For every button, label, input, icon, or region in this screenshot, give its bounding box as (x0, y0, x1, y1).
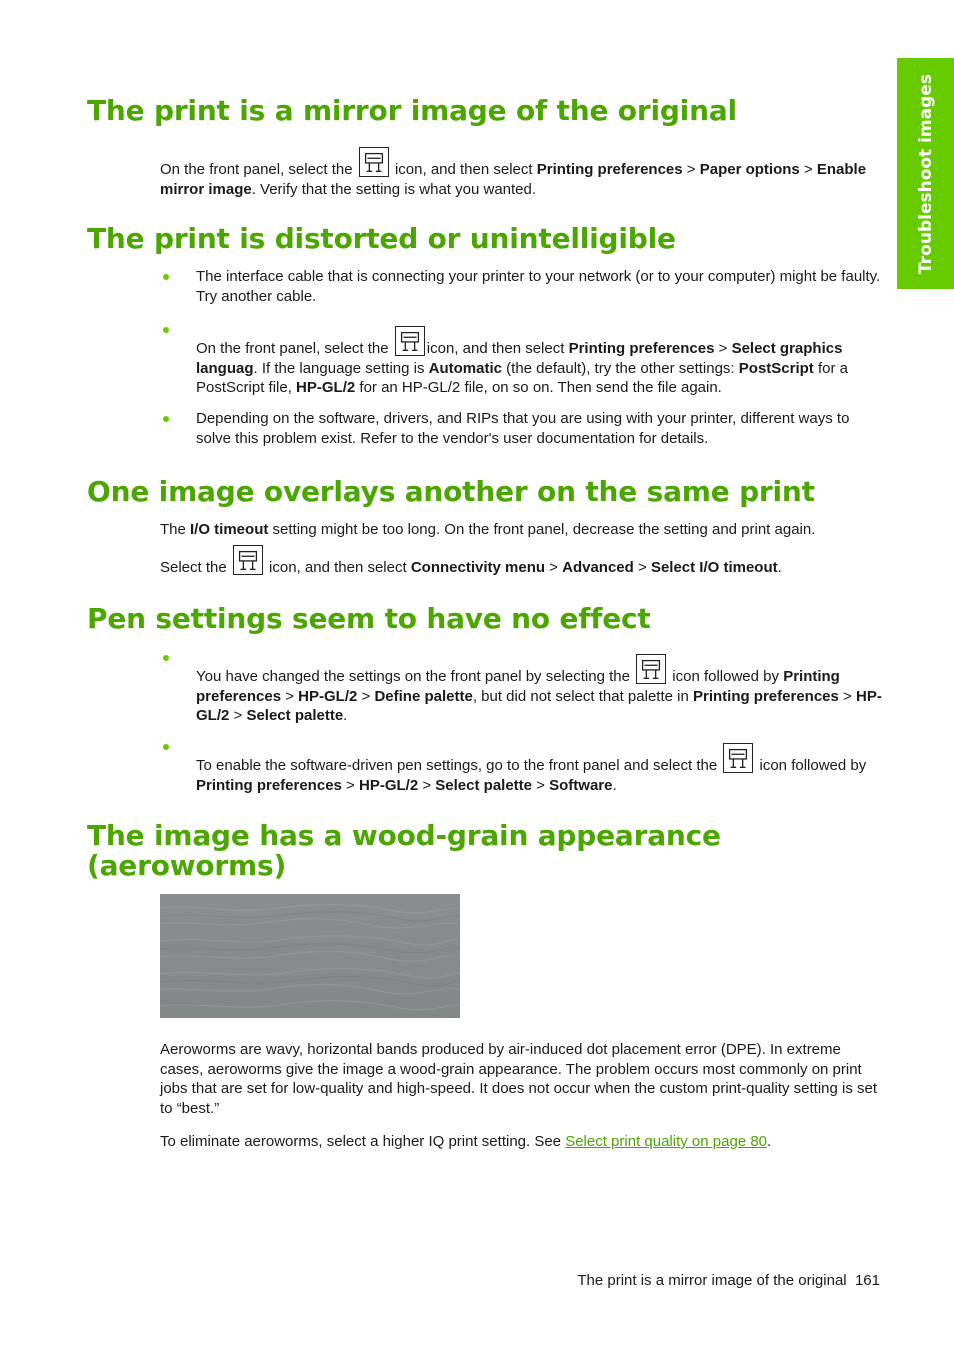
page-footer (577, 1272, 880, 1289)
side-tab (897, 58, 954, 289)
bullet-dot (163, 327, 169, 333)
paragraph-select-timeout: Select the icon, and then select Connectivity menu > Advanced > Select I/O timeout. (160, 545, 882, 578)
bullet-dot (163, 655, 169, 661)
printer-setup-icon (636, 654, 666, 684)
bullet-dot (163, 744, 169, 750)
heading-distorted: The print is distorted or unintelligible (87, 222, 676, 255)
bullet-item-define-palette: You have changed the settings on the front panel by selecting the icon followed by Printing preferences > HP-GL/2 > Define palette, but did not select that palette in Printing preferences > HP-GL/2 > Select palette. (196, 654, 882, 726)
printer-setup-icon (359, 147, 389, 177)
bullet-item-cable: The interface cable that is connecting your printer to your network (or to your computer) might be faulty. Try another cable. (196, 268, 881, 305)
heading-aeroworms: The image has a wood-grain appearance (aeroworms) (87, 819, 721, 882)
bullet-item-software-pens: To enable the software-driven pen settings, go to the front panel and select the icon followed by Printing preferences > HP-GL/2 > Select palette > Software. (196, 743, 882, 795)
paragraph-aeroworms-desc: Aeroworms are wavy, horizontal bands produced by air-induced dot placement error (DPE). In extreme cases, aeroworms give the image a wood-grain appearance. The problem occurs most commonly on print jobs that are set for low-quality and high-speed. It does not occur when the custom print-quality setting is set to “best.” (160, 1041, 878, 1117)
printer-setup-icon (723, 743, 753, 773)
page-number: 161 (854, 1272, 880, 1289)
printer-setup-icon (395, 326, 425, 356)
heading-mirror-image: The print is a mirror image of the original (87, 94, 737, 127)
bullet-item-language: On the front panel, select the icon, and then select Printing preferences > Select graphics languag. If the language setting is Automatic (the default), try the other settings: PostScript for a PostScript file, HP-GL/2 for an HP-GL/2 file, on so on. Then send the file again. (196, 326, 882, 398)
footer-title: The print is a mirror image of the original (577, 1272, 847, 1289)
link-select-print-quality[interactable]: Select print quality on page 80 (565, 1133, 768, 1150)
aeroworms-sample-image (160, 894, 460, 1018)
heading-pen-settings: Pen settings seem to have no effect (87, 602, 651, 635)
bullet-dot (163, 416, 169, 422)
paragraph-mirror: On the front panel, select the icon, and then select Printing preferences > Paper options > Enable mirror image. Verify that the setting is what you wanted. (160, 147, 882, 199)
heading-overlay: One image overlays another on the same print (87, 475, 815, 508)
bullet-dot (163, 274, 169, 280)
paragraph-io-timeout: The I/O timeout setting might be too long. On the front panel, decrease the setting and print again. (160, 521, 816, 538)
bullet-item-software: Depending on the software, drivers, and RIPs that you are using with your printer, different ways to solve this problem exist. Refer to the vendor's user documentation for details. (196, 410, 850, 447)
side-tab-label: Troubleshoot images (915, 73, 936, 274)
paragraph-aeroworms-fix: To eliminate aeroworms, select a higher IQ print setting. See Select print quality on page 80. (160, 1133, 772, 1150)
printer-setup-icon (233, 545, 263, 575)
